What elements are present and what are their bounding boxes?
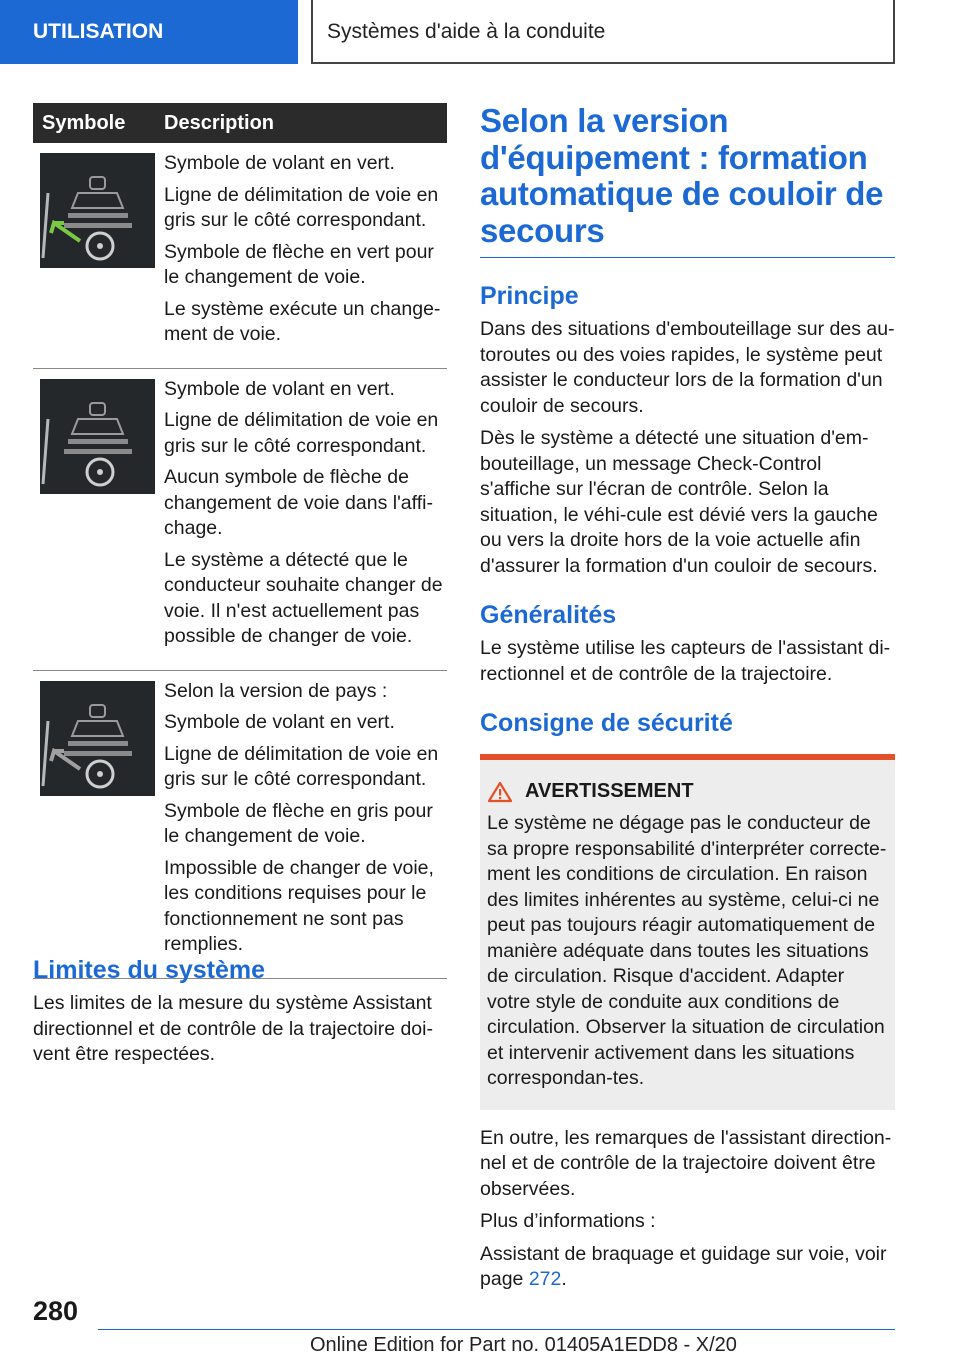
column-header-description: Description	[164, 111, 275, 134]
limits-section	[33, 956, 447, 1075]
header-section-tab: UTILISATION	[0, 0, 298, 64]
header-chapter-title: Systèmes d'aide à la conduite	[311, 0, 895, 64]
description-line: Ligne de délimitation de voie en gris sur le côté correspondant.	[164, 409, 439, 457]
description-line: Le système exécute un change-ment de voie.	[164, 297, 441, 345]
edition-text: Online Edition for Part no. 01405A1EDD8 - X/20	[310, 1334, 737, 1356]
description-line: Ligne de délimitation de voie en gris sur le côté correspondant.	[164, 742, 439, 790]
column-header-symbol: Symbole	[42, 111, 126, 134]
description-line: Symbole de flèche en gris pour le changement de voie.	[164, 799, 433, 847]
description-line: Symbole de volant en vert.	[164, 377, 395, 400]
limits-text: Les limites de la mesure du système Assistant directionnel et de contrôle de la trajectoire doi-vent être respectées.	[33, 992, 433, 1065]
cross-reference-end: .	[561, 1268, 567, 1290]
lane-change-grey-arrow-icon	[40, 681, 155, 796]
warning-label: AVERTISSEMENT	[525, 780, 694, 802]
description-line: Le système a détecté que le conducteur souhaite changer de voie. Il n'est actuellement pas possible de changer de voie.	[164, 548, 443, 647]
page-number: 280	[33, 1296, 79, 1326]
right-column	[480, 103, 895, 1300]
safety-title: Consigne de sécurité	[480, 709, 733, 737]
description-line: Aucun symbole de flèche de changement de voie dans l'affi-chage.	[164, 466, 433, 539]
lane-change-green-arrow-icon	[40, 153, 155, 268]
principle-paragraph: Dans des situations d'embouteillage sur des au-toroutes ou des voies rapides, le système peut assister le conducteur lors de la formation d'un couloir de secours.	[480, 318, 895, 417]
description-line: Symbole de flèche en vert pour le changement de voie.	[164, 240, 434, 288]
info-paragraph: En outre, les remarques de l'assistant direction-nel et de contrôle de la trajectoire doivent être observées.	[480, 1126, 892, 1200]
description-line: Symbole de volant en vert.	[164, 152, 395, 174]
description-line: Impossible de changer de voie, les conditions requises pour le fonctionnement ne sont pas remplies.	[164, 856, 434, 955]
lane-change-no-arrow-icon	[40, 379, 155, 494]
table-row	[33, 671, 447, 979]
cross-reference-text: Assistant de braquage et guidage sur voie, voir page	[480, 1242, 887, 1290]
info-paragraph: Plus d’informations :	[480, 1210, 656, 1232]
general-text: Le système utilise les capteurs de l'assistant di-rectionnel et de contrôle de la trajectoire.	[480, 637, 891, 685]
limits-title: Limites du système	[33, 956, 266, 984]
table-row	[33, 143, 447, 369]
symbol-table	[33, 103, 447, 979]
warning-triangle-icon	[487, 781, 513, 803]
page-link[interactable]: 272	[528, 1268, 562, 1290]
description-line: Ligne de délimitation de voie en gris sur le côté correspondant.	[164, 183, 439, 231]
main-heading: Selon la version d'équipement : formation automatique de couloir de secours	[480, 103, 895, 258]
table-header	[33, 103, 447, 143]
general-title: Généralités	[480, 601, 617, 629]
warning-box	[480, 754, 895, 1110]
principle-paragraph: Dès le système a détecté une situation d'em-bouteillage, un message Check-Control s'affiche sur l'écran de contrôle. Selon la situation, le véhi-cule est dévié vers la gauche ou vers la droite hors de la voie actuelle afin d'assurer la formation d'un couloir de secours.	[480, 427, 878, 577]
footer-divider	[98, 1329, 895, 1330]
warning-text: Le système ne dégage pas le conducteur de sa propre responsabilité d'interpréter correcte-ment les conditions de circulation. En raison des limites inhérentes au système, celui-ci ne peut pas toujours réagir automatiquement de manière adéquate dans toutes les situations de circulation. Risque d'accident. Adapter votre style de conduite aux conditions de circulation. Observer la situation de circulation et intervenir activement dans les situations correspondan-tes.	[487, 812, 887, 1089]
description-line: Selon la version de pays :	[164, 679, 388, 702]
description-line: Symbole de volant en vert.	[164, 711, 395, 733]
principle-title: Principe	[480, 282, 579, 310]
table-row	[33, 369, 447, 671]
cross-reference	[480, 1242, 895, 1293]
